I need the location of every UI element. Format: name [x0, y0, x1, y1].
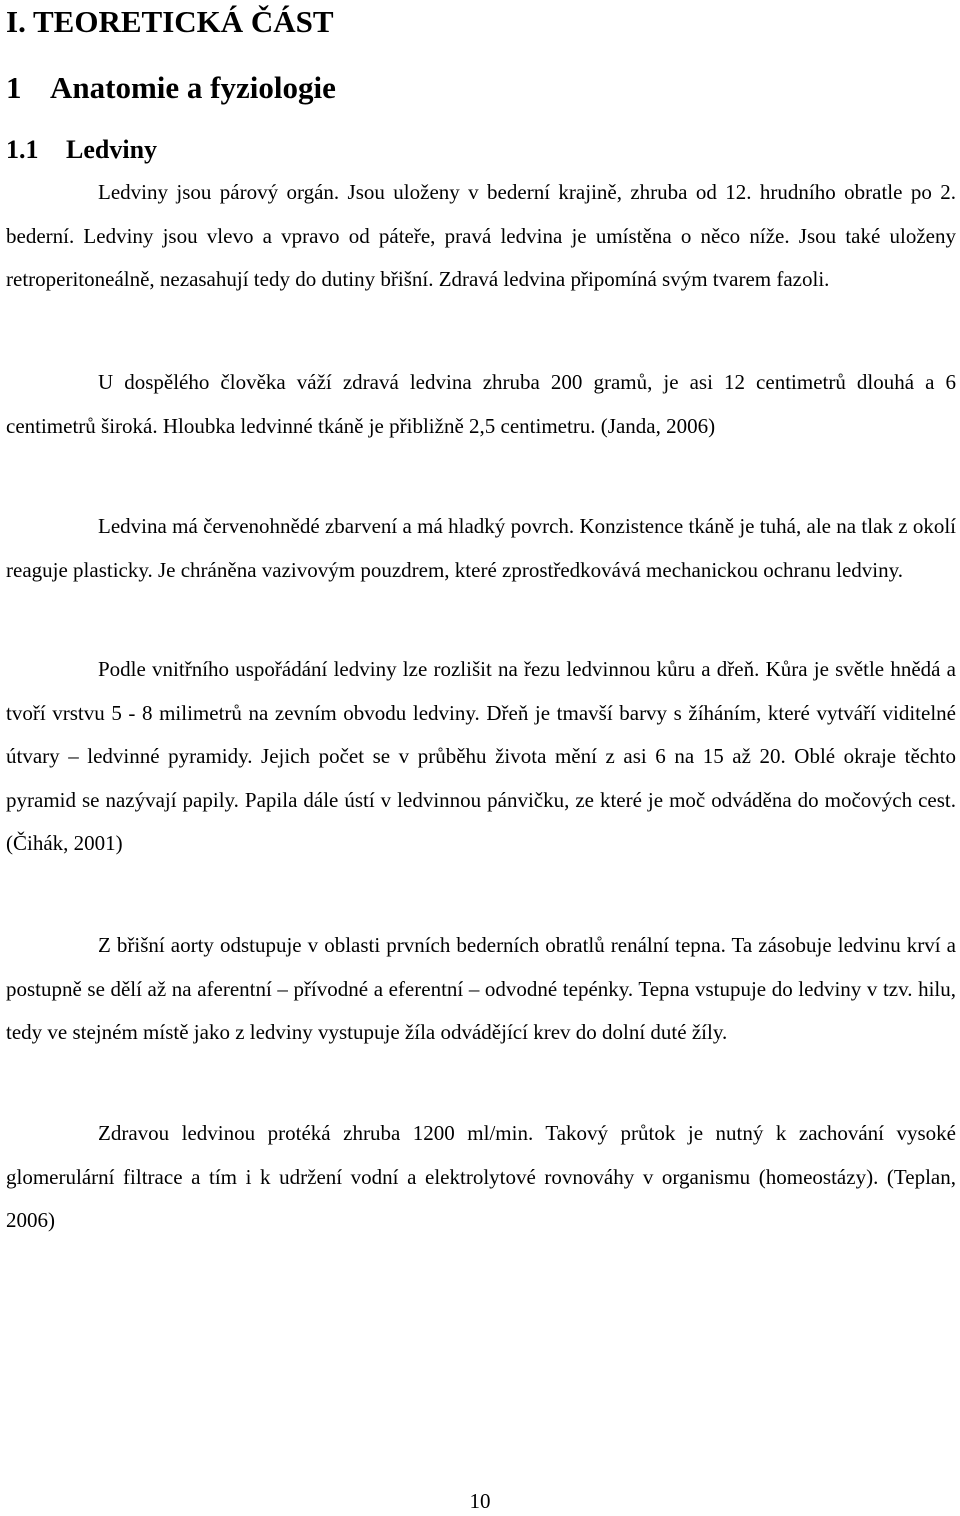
- chapter-number: 1: [6, 70, 22, 105]
- part-heading: I. TEORETICKÁ ČÁST: [6, 4, 334, 39]
- paragraph-kidney-blood-supply: Z břišní aorty odstupuje v oblasti prvních bederních obratlů renální tepna. Ta zásobuje ledvinu krví a postupně se dělí až na aferentní – přívodné a eferentní – odvodné tepénky. Tepna vstupuje do ledviny v tzv. hilu, tedy ve stejném místě jako z ledviny vystupuje žíla odvádějící krev do dolní duté žíly.: [6, 933, 956, 1045]
- paragraph-kidney-location: Ledviny jsou párový orgán. Jsou uloženy v bederní krajině, zhruba od 12. hrudního obratle po 2. bederní. Ledviny jsou vlevo a vpravo od páteře, pravá ledvina je umístěna o něco níže. Jsou také uloženy retroperitoneálně, nezasahují tedy do dutiny břišní. Zdravá ledvina připomíná svým tvarem fazoli.: [6, 180, 956, 292]
- section-title: Ledviny: [66, 135, 158, 164]
- paragraph-kidney-structure: Podle vnitřního uspořádání ledviny lze rozlišit na řezu ledvinnou kůru a dřeň. Kůra je světle hnědá a tvoří vrstvu 5 - 8 milimetrů na zevním obvodu ledviny. Dřeň je tmavší barvy s žíháním, které vytváří viditelné útvary – ledvinné pyramidy. Jejich počet se v průběhu života mění z asi 6 na 15 až 20. Oblé okraje těchto pyramid se nazývají papily. Papila dále ústí v ledvinnou pánvičku, ze které je moč odváděna do močových cest. (Čihák, 2001): [6, 657, 956, 856]
- section-heading: [6, 132, 157, 168]
- chapter-heading: [6, 68, 336, 108]
- page-number: 10: [469, 1489, 491, 1513]
- chapter-title: Anatomie a fyziologie: [50, 70, 336, 105]
- paragraph-kidney-size: U dospělého člověka váží zdravá ledvina zhruba 200 gramů, je asi 12 centimetrů dlouhá a 6 centimetrů široká. Hloubka ledvinné tkáně je přibližně 2,5 centimetru. (Janda, 2006): [6, 370, 956, 438]
- section-number: 1.1: [6, 135, 39, 164]
- paragraph-kidney-flow: Zdravou ledvinou protéká zhruba 1200 ml/min. Takový průtok je nutný k zachování vysoké glomerulární filtrace a tím i k udržení vodní a elektrolytové rovnováhy v organismu (homeostázy). (Teplan, 2006): [6, 1121, 956, 1233]
- paragraph-kidney-surface: Ledvina má červenohnědé zbarvení a má hladký povrch. Konzistence tkáně je tuhá, ale na tlak z okolí reaguje plasticky. Je chráněna vazivovým pouzdrem, které zprostředkovává mechanickou ochranu ledviny.: [6, 514, 956, 582]
